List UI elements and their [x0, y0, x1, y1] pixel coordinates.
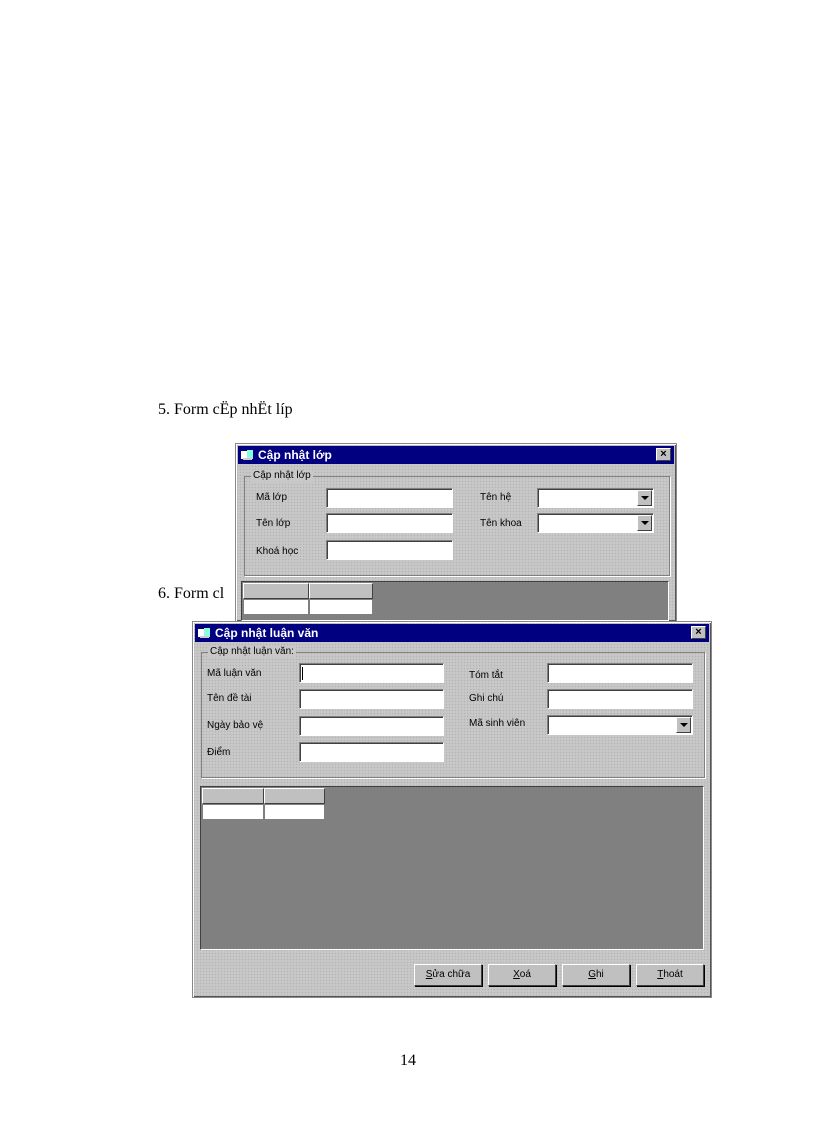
grid-header-cell[interactable] [202, 788, 264, 804]
thesis-grid[interactable] [200, 786, 704, 950]
section-heading-5: 5. Form cËp nhËt líp [158, 401, 293, 418]
label-ngay-bao-ve: Ngày bảo vệ [207, 720, 264, 731]
dropdown-arrow-icon[interactable] [637, 515, 652, 531]
ma-sinh-vien-select[interactable] [547, 715, 693, 735]
edit-button[interactable] [414, 964, 482, 986]
grid-cell[interactable] [243, 599, 309, 615]
delete-button-label: oá [519, 969, 531, 980]
label-ghi-chu: Ghi chú [469, 693, 504, 704]
exit-button-label: hoát [663, 969, 683, 980]
label-ma-lop: Mã lớp [256, 492, 288, 503]
save-button[interactable] [562, 964, 630, 986]
label-khoa-hoc: Khoá học [256, 546, 299, 557]
edit-button-label: ửa chữa [432, 969, 471, 980]
ten-de-tai-input[interactable] [299, 689, 444, 709]
section-heading-6: 6. Form cl [158, 585, 225, 602]
ten-khoa-select[interactable] [537, 513, 654, 533]
label-ten-khoa: Tên khoa [480, 518, 522, 529]
ma-luan-van-input[interactable] [299, 663, 444, 683]
grid-cell[interactable] [309, 599, 373, 615]
diem-input[interactable] [299, 742, 444, 762]
label-diem: Điểm [207, 747, 231, 758]
window-title: Cập nhật luận văn [215, 626, 319, 640]
class-grid[interactable] [241, 581, 669, 621]
delete-button-hotkey: X [513, 969, 520, 980]
ghi-chu-input[interactable] [547, 689, 693, 709]
close-button[interactable]: × [691, 626, 706, 639]
label-tom-tat: Tóm tắt [469, 670, 503, 681]
dropdown-arrow-icon[interactable] [676, 717, 691, 733]
exit-button[interactable] [636, 964, 704, 986]
edit-button-hotkey: S [425, 969, 433, 980]
text-cursor [302, 667, 303, 680]
ten-he-select[interactable] [537, 488, 654, 508]
grid-header-cell[interactable] [309, 583, 373, 599]
ma-lop-input[interactable] [326, 488, 453, 508]
tom-tat-input[interactable] [547, 663, 693, 683]
ten-lop-input[interactable] [326, 513, 453, 533]
dropdown-arrow-icon[interactable] [637, 490, 652, 506]
khoa-hoc-input[interactable] [326, 540, 453, 560]
grid-cell[interactable] [202, 804, 264, 820]
grid-cell[interactable] [264, 804, 325, 820]
class-update-window [235, 443, 677, 622]
label-ma-luan-van: Mã luận văn [207, 668, 262, 679]
close-button[interactable]: × [656, 448, 671, 461]
label-ten-he: Tên hệ [480, 492, 512, 503]
app-icon [241, 449, 254, 461]
app-icon [198, 627, 211, 639]
grid-header-cell[interactable] [243, 583, 309, 599]
delete-button[interactable] [488, 964, 556, 986]
save-button-hotkey: G [588, 969, 596, 980]
window-titlebar[interactable] [195, 624, 709, 642]
save-button-label: hi [595, 969, 604, 980]
window-title: Cập nhật lớp [258, 448, 332, 462]
page-number: 14 [400, 1052, 416, 1069]
label-ten-lop: Tên lớp [256, 518, 291, 529]
thesis-update-window [192, 621, 712, 998]
grid-header-cell[interactable] [264, 788, 325, 804]
group-label: Cập nhật lớp [253, 470, 311, 481]
ngay-bao-ve-input[interactable] [299, 716, 444, 736]
window-titlebar[interactable] [238, 446, 674, 464]
exit-button-hotkey: T [657, 969, 664, 980]
label-ma-sinh-vien: Mã sinh viên [469, 718, 526, 729]
group-label: Cập nhật luận văn: [210, 646, 294, 657]
label-ten-de-tai: Tên đề tài [207, 693, 252, 704]
